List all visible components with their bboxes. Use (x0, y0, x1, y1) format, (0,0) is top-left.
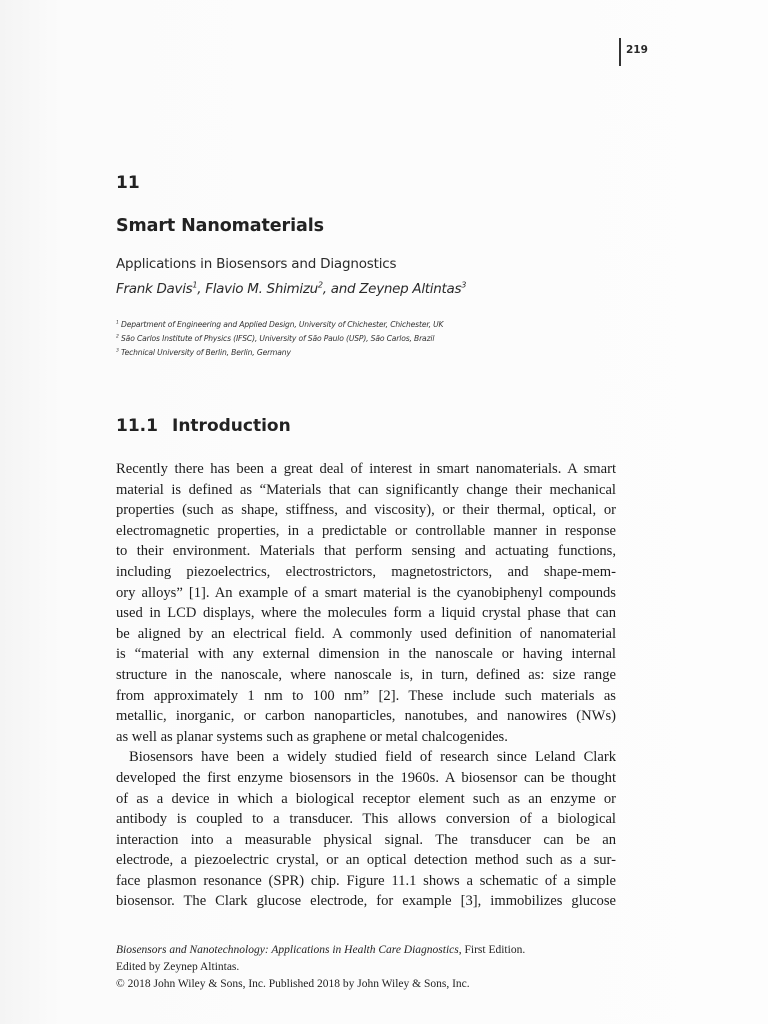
chapter-subtitle: Applications in Biosensors and Diagnostics (116, 256, 397, 272)
chapter-authors (116, 281, 466, 297)
book-edition: , First Edition. (458, 944, 526, 956)
footer-editor: Edited by Zeynep Altintas. (116, 961, 240, 973)
body-line: of as a device in which a biological receptor element such as an enzyme or (116, 790, 616, 807)
author-name: Frank Davis (116, 281, 193, 297)
body-line: Biosensors have been a widely studied field of research since Leland Clark (129, 749, 616, 766)
body-line: as well as planar systems such as graphene or metal chalcogenides. (116, 728, 508, 745)
chapter-number: 11 (116, 173, 140, 193)
body-line: to their environment. Materials that perform sensing and actuating functions, (116, 543, 616, 560)
author-separator: , (197, 281, 206, 297)
body-line: is “material with any external dimension in the nanoscale or having internal (116, 646, 616, 663)
body-line: from approximately 1 nm to 100 nm” [2]. These include such materials as (116, 687, 616, 704)
author-name: Flavio M. Shimizu (205, 281, 318, 297)
affiliation-text: São Carlos Institute of Physics (IFSC), University of São Paulo (USP), São Carlos, Brazil (121, 334, 435, 343)
author-affiliation-mark: 1 (192, 279, 198, 290)
page-number: 219 (626, 44, 648, 56)
page-number-rule (619, 38, 621, 66)
affiliation-line (116, 320, 443, 329)
book-title: Biosensors and Nanotechnology: Applications in Health Care Diagnostics (116, 944, 459, 956)
body-line: antibody is coupled to a transducer. This allows conversion of a biological (116, 811, 616, 828)
body-line: including piezoelectrics, electrostrictors, magnetostrictors, and shape-mem- (116, 563, 616, 580)
section-heading (116, 416, 291, 436)
chapter-title: Smart Nanomaterials (116, 216, 324, 236)
body-line: biosensor. The Clark glucose electrode, for example [3], immobilizes glucose (116, 893, 616, 910)
affiliation-line (116, 348, 291, 357)
body-line: metallic, inorganic, or carbon nanoparticles, nanotubes, and nanowires (NWs) (116, 708, 616, 725)
body-text (116, 459, 616, 912)
body-line: developed the first enzyme biosensors in the 1960s. A biosensor can be thought (116, 769, 616, 786)
affiliation-mark: 2 (116, 334, 119, 340)
affiliation-line (116, 334, 434, 343)
author-separator: , and (322, 281, 360, 297)
affiliation-text: Department of Engineering and Applied Design, University of Chichester, Chichester, UK (121, 320, 444, 329)
footer-copyright: © 2018 John Wiley & Sons, Inc. Published 2018 by John Wiley & Sons, Inc. (116, 978, 470, 990)
affiliation-mark: 1 (116, 320, 119, 326)
body-line: ory alloys” [1]. An example of a smart material is the cyanobiphenyl compounds (116, 584, 616, 601)
affiliation-text: Technical University of Berlin, Berlin, Germany (121, 348, 291, 357)
body-line: electromagnetic properties, in a predictable or controllable manner in response (116, 522, 616, 539)
affiliation-mark: 3 (116, 348, 119, 354)
body-line: Recently there has been a great deal of interest in smart nanomaterials. A smart (116, 461, 616, 477)
section-number: 11.1 (116, 416, 158, 436)
body-line: used in LCD displays, where the molecules form a liquid crystal phase that can (116, 605, 616, 622)
section-title: Introduction (172, 416, 291, 436)
author-name: Zeynep Altintas (359, 281, 462, 297)
author-affiliation-mark: 3 (461, 279, 467, 290)
body-line: electrode, a piezoelectric crystal, or an optical detection method such as a sur- (116, 852, 616, 869)
page-footer (116, 942, 525, 993)
body-line: face plasmon resonance (SPR) chip. Figure 11.1 shows a schematic of a simple (116, 872, 616, 889)
body-line: structure in the nanoscale, where nanoscale is, in turn, defined as: size range (116, 666, 616, 683)
body-line: material is defined as “Materials that can significantly change their mechanical (116, 481, 616, 498)
body-line: be aligned by an electrical field. A commonly used definition of nanomaterial (116, 625, 616, 642)
author-affiliation-mark: 2 (317, 279, 323, 290)
body-line: interaction into a measurable physical signal. The transducer can be an (116, 831, 616, 848)
body-line: properties (such as shape, stiffness, and viscosity), or their thermal, optical, or (116, 502, 616, 519)
footer-book-line (116, 942, 525, 959)
